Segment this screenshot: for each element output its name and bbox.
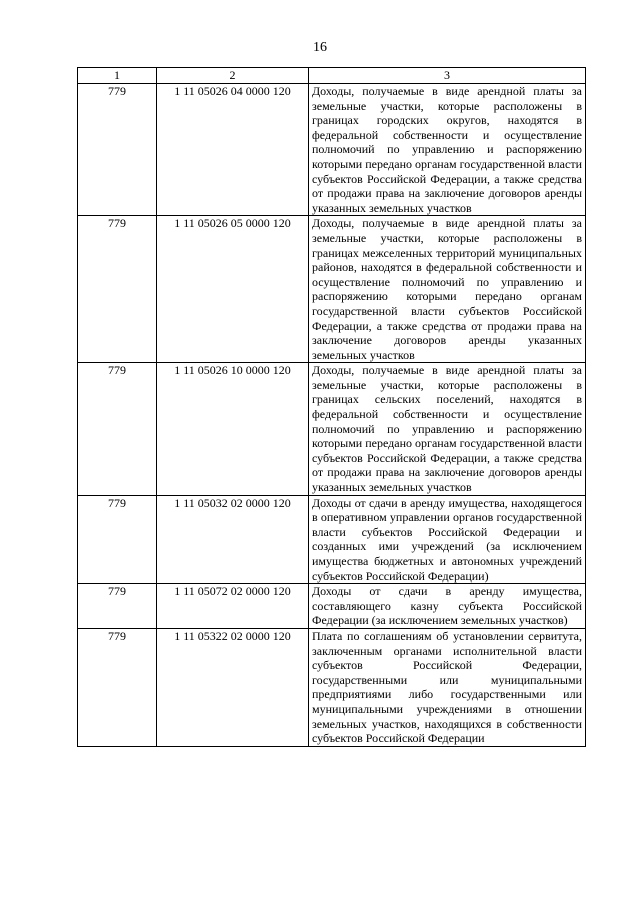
budget-classification-code-cell: 1 11 05026 05 0000 120 xyxy=(157,216,309,363)
administrator-code-cell: 779 xyxy=(78,584,157,629)
revenue-description-cell: Доходы от сдачи в аренду имущества, находящегося в оперативном управлении органов государственной власти субъектов Российской Федерации и созданных ими учреждений (за исключением имущества бюджетных и автономных учреждений субъектов Российской Федерации) xyxy=(309,495,586,584)
administrator-code-cell: 779 xyxy=(78,495,157,584)
column-header-3: 3 xyxy=(309,68,586,84)
revenue-description-cell: Доходы, получаемые в виде арендной платы за земельные участки, которые расположены в границах межселенных территорий муниципальных районов, находятся в федеральной собственности и осуществление полномочий по управлению и распоряжению которыми передано органам государственной власти субъектов Российской Федерации, а также средства от продажи права на заключение договоров аренды указанных земельных участков xyxy=(309,216,586,363)
budget-classification-code-cell: 1 11 05072 02 0000 120 xyxy=(157,584,309,629)
table-body xyxy=(78,84,586,747)
revenue-description-cell: Доходы, получаемые в виде арендной платы за земельные участки, которые расположены в границах городских округов, находятся в федеральной собственности и осуществление полномочий по управлению и распоряжению которыми передано органам государственной власти субъектов Российской Федерации, а также средства от продажи права на заключение договоров аренды указанных земельных участков xyxy=(309,84,586,216)
revenue-description-cell: Доходы от сдачи в аренду имущества, составляющего казну субъекта Российской Федерации (за исключением земельных участков) xyxy=(309,584,586,629)
table-row xyxy=(78,628,586,746)
table-row xyxy=(78,495,586,584)
page-number: 16 xyxy=(313,40,327,55)
table-row xyxy=(78,363,586,495)
table-row xyxy=(78,584,586,629)
administrator-code-cell: 779 xyxy=(78,628,157,746)
budget-classification-code-cell: 1 11 05026 04 0000 120 xyxy=(157,84,309,216)
revenue-description-cell: Плата по соглашениям об установлении сервитута, заключенным органами исполнительной власти субъектов Российской Федерации, государственными или муниципальными предприятиями либо государственными или муниципальными учреждениями в отношении земельных участков, находящихся в собственности субъектов Российской Федерации xyxy=(309,628,586,746)
administrator-code-cell: 779 xyxy=(78,363,157,495)
budget-classification-code-cell: 1 11 05026 10 0000 120 xyxy=(157,363,309,495)
table-row xyxy=(78,216,586,363)
administrator-code-cell: 779 xyxy=(78,84,157,216)
table-header xyxy=(78,68,586,84)
column-header-2: 2 xyxy=(157,68,309,84)
administrator-code-cell: 779 xyxy=(78,216,157,363)
table-row xyxy=(78,84,586,216)
budget-classification-code-cell: 1 11 05322 02 0000 120 xyxy=(157,628,309,746)
header-row xyxy=(78,68,586,84)
revenue-description-cell: Доходы, получаемые в виде арендной платы за земельные участки, которые расположены в границах сельских поселений, находятся в федеральной собственности и осуществление полномочий по управлению и распоряжению которыми передано органам государственной власти субъектов Российской Федерации, а также средства от продажи права на заключение договоров аренды указанных земельных участков xyxy=(309,363,586,495)
revenue-codes-table xyxy=(77,67,586,747)
budget-classification-code-cell: 1 11 05032 02 0000 120 xyxy=(157,495,309,584)
column-header-1: 1 xyxy=(78,68,157,84)
